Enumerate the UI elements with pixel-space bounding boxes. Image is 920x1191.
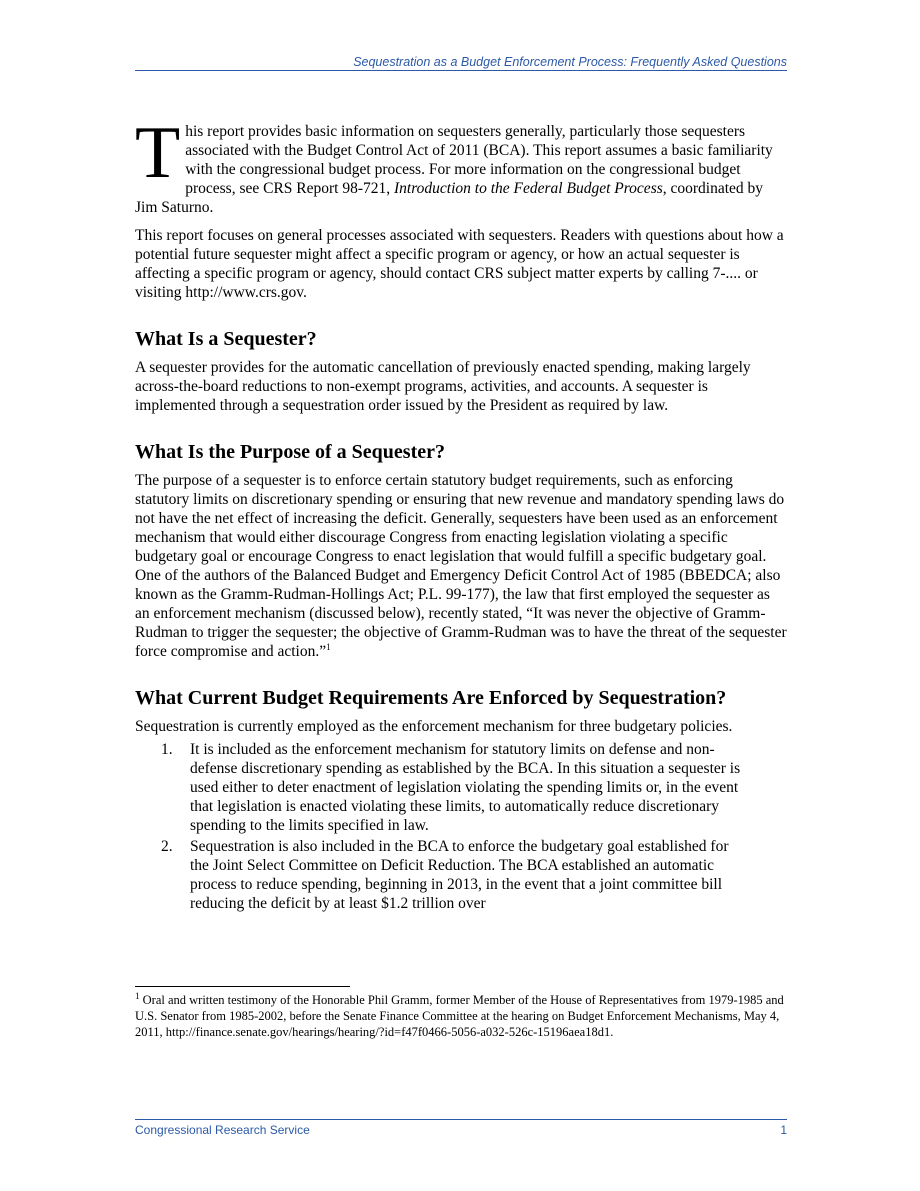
section-body-what-is: A sequester provides for the automatic cancellation of previously enacted spending, making largely across-the-board reductions to non-exempt programs, activities, and accounts. A sequester is implemented through a sequestration order issued by the President as required by law.	[135, 359, 751, 414]
running-header	[135, 55, 787, 71]
footer-org: Congressional Research Service	[135, 1123, 310, 1137]
section-heading-requirements: What Current Budget Requirements Are Enforced by Sequestration?	[135, 687, 727, 709]
header-title: Sequestration as a Budget Enforcement Process: Frequently Asked Questions	[353, 55, 787, 69]
footnote-text: Oral and written testimony of the Honorable Phil Gramm, former Member of the House of Representatives from 1979-1985 and U.S. Senator from 1985-2002, before the Senate Finance Committee at the hearing on Budget Enforcement Mechanisms, May 4, 2011, http://finance.senate.gov/hearings/hearing/?id=f47f0466-5056-a032-526c-15196aea18d1.	[135, 993, 784, 1039]
intro-text-a: his report provides basic information on sequesters generally, particularly those sequesters associated with the Budget Control Act of 2011 (BCA). This report assumes a basic familiarity with the congressional budget process. For more information on the congressional budget process, see CRS Report 98-721,	[185, 123, 773, 197]
drop-cap: T	[135, 112, 181, 194]
section-heading-purpose: What Is the Purpose of a Sequester?	[135, 441, 445, 463]
purpose-text: The purpose of a sequester is to enforce certain statutory budget requirements, such as enforcing statutory limits on discretionary spending or ensuring that new revenue and mandatory spending laws do not have the net effect of increasing the deficit. Generally, sequesters have been used as an enforcement mechanism that would either discourage Congress from enacting legislation violating a specific budgetary goal or encourage Congress to enact legislation that would fulfill a specific budgetary goal. One of the authors of the Balanced Budget and Emergency Deficit Control Act of 1985 (BBEDCA; also known as the Gramm-Rudman-Hollings Act; P.L. 99-177), the law that first employed the sequester as an enforcement mechanism (discussed below), recently stated, “It was never the objective of Gramm-Rudman to trigger the sequester; the objective of Gramm-Rudman was to have the threat of the sequester force compromise and action.”	[135, 472, 787, 660]
list-number: 2.	[161, 838, 173, 855]
footnote	[135, 992, 787, 1040]
page-number: 1	[780, 1123, 787, 1137]
intro-italic-title: Introduction to the Federal Budget Process	[394, 180, 663, 197]
intro-text-b: , coordinated by Jim Saturno.	[135, 180, 764, 216]
list-item	[135, 837, 750, 913]
section-body-requirements: Sequestration is currently employed as the enforcement mechanism for three budgetary policies.	[135, 718, 733, 735]
list-item	[135, 740, 750, 835]
footnote-ref[interactable]: 1	[326, 641, 331, 652]
intro-paragraph	[135, 112, 787, 217]
list-number: 1.	[161, 741, 173, 758]
intro-paragraph-2: This report focuses on general processes associated with sequesters. Readers with questions about how a potential future sequester might affect a specific program or agency, or how an actual sequester is affecting a specific program or agency, should contact CRS subject matter experts by calling 7-.... or visiting http://www.crs.gov.	[135, 227, 784, 301]
page-content	[135, 112, 787, 915]
section-heading-what-is: What Is a Sequester?	[135, 328, 317, 350]
page-footer	[135, 1119, 787, 1137]
list-text: It is included as the enforcement mechanism for statutory limits on defense and non-defense discretionary spending as established by the BCA. In this situation a sequester is used either to deter enactment of legislation violating the spending limits or, in the event that legislation is enacted violating these limits, to automatically reduce discretionary spending to the limits specified in law.	[190, 741, 741, 834]
footnote-divider	[135, 986, 350, 987]
section-body-purpose	[135, 471, 787, 661]
list-text: Sequestration is also included in the BCA to enforce the budgetary goal established for the Joint Select Committee on Deficit Reduction. The BCA established an automatic process to reduce spending, beginning in 2013, in the event that a joint committee bill reducing the deficit by at least $1.2 trillion over	[190, 838, 729, 912]
footnote-number: 1	[135, 990, 140, 1001]
policy-list	[135, 740, 787, 913]
